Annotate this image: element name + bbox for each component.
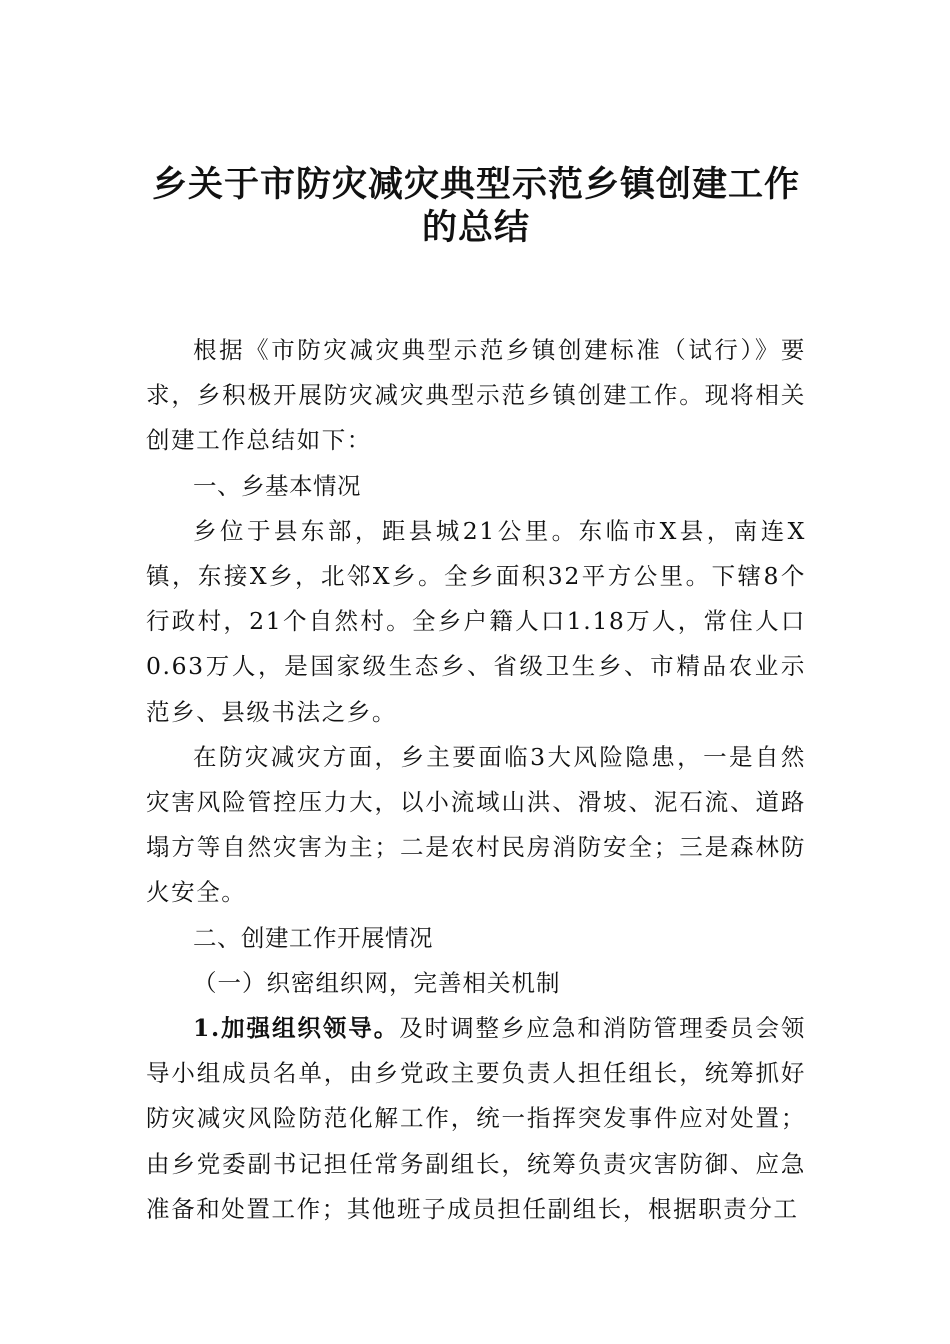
basic-info-paragraph: 乡位于县东部，距县城21公里。东临市X县，南连X镇，东接X乡，北邻X乡。全乡面积32平方公里。下辖8个行政村，21个自然村。全乡户籍人口1.18万人，常住人口0.63万人，是国家级生态乡、省级卫生乡、市精品农业示范乡、县级书法之乡。: [146, 516, 806, 726]
document-title-line-2: 的总结: [421, 207, 530, 248]
paragraph-lead: 1.加强组织领导。: [193, 1014, 400, 1043]
subsection-heading-1: （一）织密组织网，完善相关机制: [193, 968, 561, 997]
paragraph-text: 及时调整乡应急和消防管理委员会领导小组成员名单，由乡党政主要负责人担任组长，统筹抓好防灾减灾风险防范化解工作，统一指挥突发事件应对处置；由乡党委副书记担任常务副组长，统筹负责灾害防御、应急准备和处置工作；其他班子成员担任副组长，根据职责分工: [146, 1014, 806, 1223]
risk-paragraph: 在防灾减灾方面，乡主要面临3大风险隐患，一是自然灾害风险管控压力大，以小流域山洪、滑坡、泥石流、道路塌方等自然灾害为主；二是农村民房消防安全；三是森林防火安全。: [146, 742, 806, 907]
document-body: [146, 328, 806, 1232]
document-title-line-1: 乡关于市防灾减灾典型示范乡镇创建工作: [151, 164, 800, 205]
section-heading-1: 一、乡基本情况: [193, 471, 361, 500]
organization-paragraph: [146, 1006, 806, 1232]
section-heading-2: 二、创建工作开展情况: [193, 923, 433, 952]
intro-paragraph: 根据《市防灾减灾典型示范乡镇创建标准（试行）》要求，乡积极开展防灾减灾典型示范乡镇创建工作。现将相关创建工作总结如下：: [146, 336, 806, 455]
